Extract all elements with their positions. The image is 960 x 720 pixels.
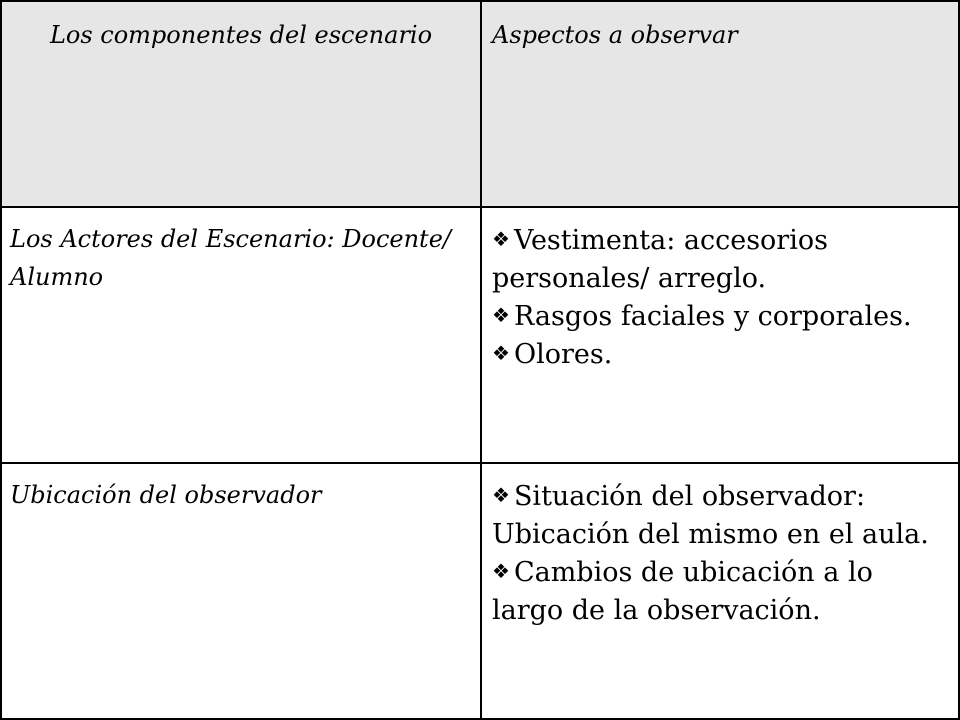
list-item-text: Rasgos faciales y corporales.	[513, 301, 912, 332]
row-label: Los Actores del Escenario: Docente/ Alumno	[10, 225, 451, 291]
row-aspects-cell	[481, 463, 959, 719]
table-row	[1, 463, 959, 719]
list-item-text: Situación del observador: Ubicación del mismo en el aula.	[492, 481, 929, 550]
row-label-cell	[1, 207, 481, 463]
header-components-label: Los componentes del escenario	[49, 21, 433, 49]
list-item	[492, 298, 950, 336]
aspects-list	[482, 208, 958, 374]
row-label: Ubicación del observador	[10, 481, 322, 509]
list-item	[492, 336, 950, 374]
list-item	[492, 478, 950, 554]
list-item-text: Olores.	[513, 339, 613, 370]
header-cell-components	[1, 1, 481, 207]
diamond-bullet-icon: ❖	[492, 483, 510, 507]
list-item-text: Vestimenta: accesorios personales/ arreglo.	[492, 225, 828, 294]
list-item	[492, 222, 950, 298]
diamond-bullet-icon: ❖	[492, 559, 510, 583]
header-aspects-label: Aspectos a observar	[492, 21, 738, 49]
diamond-bullet-icon: ❖	[492, 303, 510, 327]
aspects-list	[482, 464, 958, 630]
diamond-bullet-icon: ❖	[492, 341, 510, 365]
list-item-text: Cambios de ubicación a lo largo de la observación.	[492, 557, 873, 626]
table-header-row	[1, 1, 959, 207]
table-row	[1, 207, 959, 463]
header-cell-aspects	[481, 1, 959, 207]
diamond-bullet-icon: ❖	[492, 227, 510, 251]
list-item	[492, 554, 950, 630]
row-label-cell	[1, 463, 481, 719]
row-aspects-cell	[481, 207, 959, 463]
